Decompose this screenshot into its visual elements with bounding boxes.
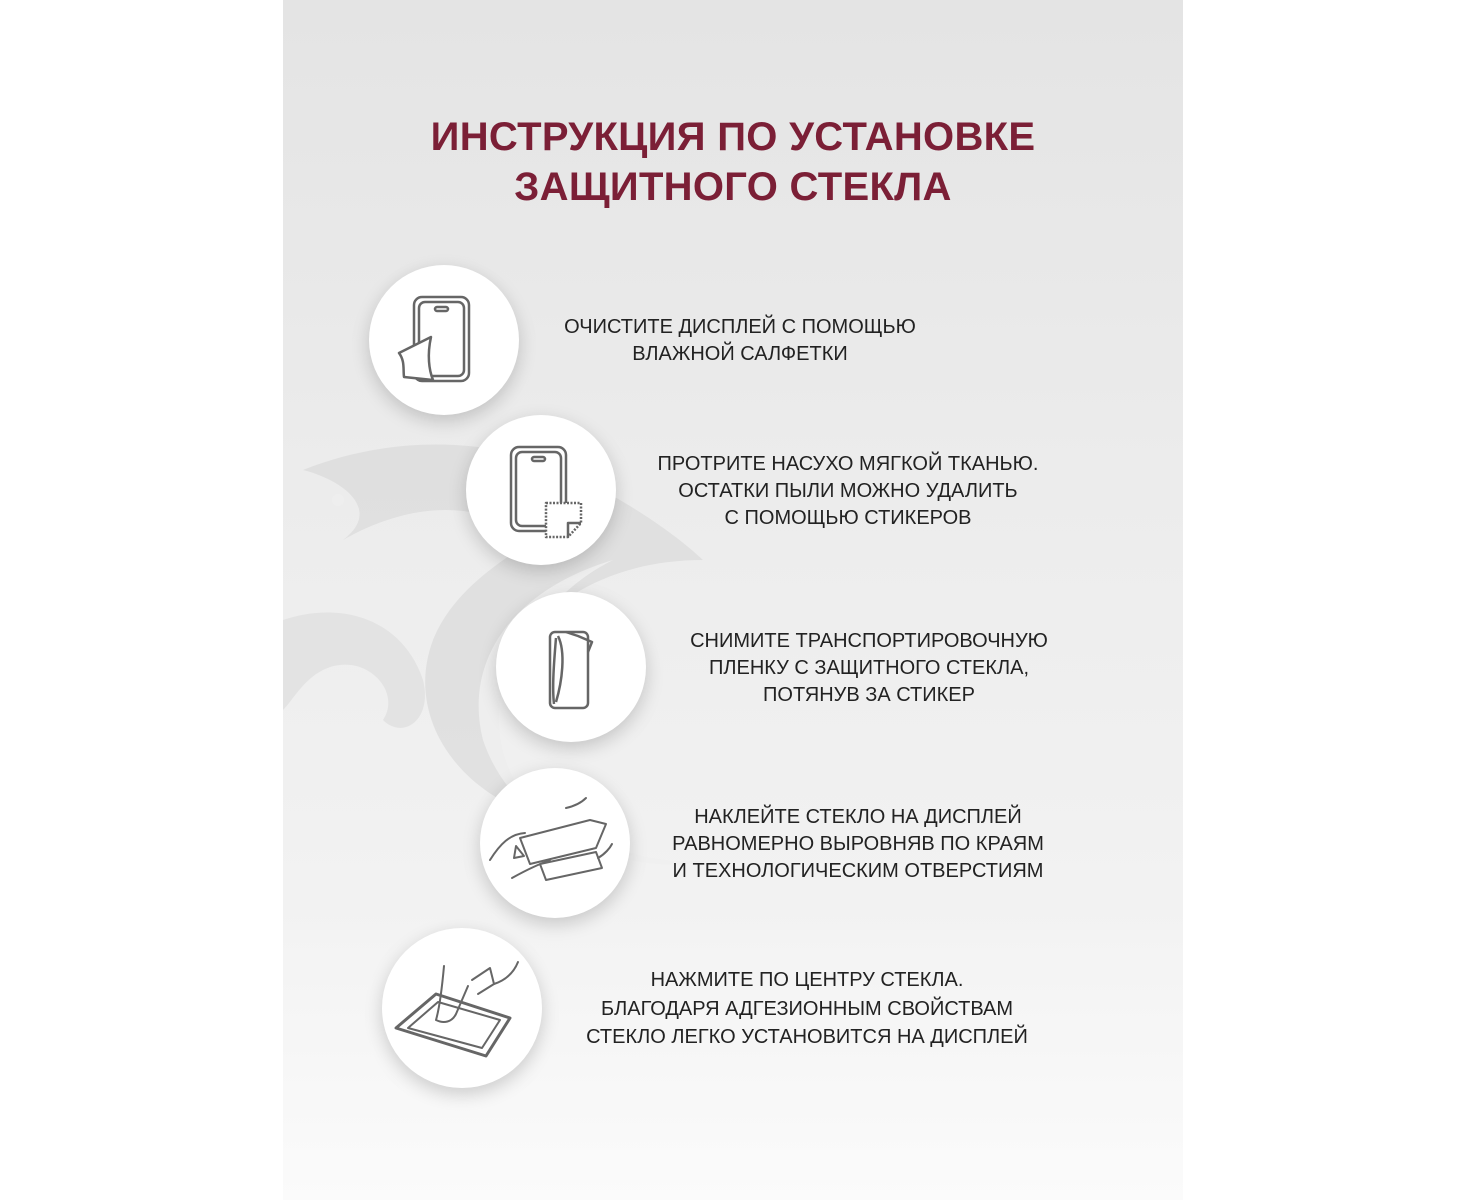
text-line: И ТЕХНОЛОГИЧЕСКИМ ОТВЕРСТИЯМ xyxy=(672,860,1044,882)
hands-apply-glass-icon xyxy=(480,768,630,918)
page-title xyxy=(283,112,1183,212)
text-line: ПРОТРИТЕ НАСУХО МЯГКОЙ ТКАНЬЮ. xyxy=(657,453,1039,475)
step-5-text xyxy=(586,966,1028,1052)
step-5-icon-circle xyxy=(382,928,542,1088)
text-line: РАВНОМЕРНО ВЫРОВНЯВ ПО КРАЯМ xyxy=(672,833,1044,855)
step-4-text xyxy=(672,804,1044,885)
text-line: ОСТАТКИ ПЫЛИ МОЖНО УДАЛИТЬ xyxy=(678,480,1018,502)
text-line: ПЛЕНКУ С ЗАЩИТНОГО СТЕКЛА, xyxy=(708,657,1030,679)
text-line: НАЖМИТЕ ПО ЦЕНТРУ СТЕКЛА. xyxy=(650,969,964,991)
step-3-icon-circle xyxy=(496,592,646,742)
finger-press-icon xyxy=(382,928,542,1088)
instruction-card xyxy=(283,0,1183,1200)
text-line: ОЧИСТИТЕ ДИСПЛЕЙ С ПОМОЩЬЮ xyxy=(564,316,916,338)
text-line: СТЕКЛО ЛЕГКО УСТАНОВИТСЯ НА ДИСПЛЕЙ xyxy=(586,1026,1028,1048)
title-line: ЗАЩИТНОГО СТЕКЛА xyxy=(514,165,952,209)
text-line: С ПОМОЩЬЮ СТИКЕРОВ xyxy=(724,507,972,529)
peel-film-icon xyxy=(496,592,646,742)
step-2-text xyxy=(658,451,1039,532)
step-3-text xyxy=(690,628,1048,709)
phone-wipe-icon xyxy=(369,265,519,415)
text-line: НАКЛЕЙТЕ СТЕКЛО НА ДИСПЛЕЙ xyxy=(694,806,1022,828)
step-1-icon-circle xyxy=(369,265,519,415)
text-line: ВЛАЖНОЙ САЛФЕТКИ xyxy=(632,343,848,365)
step-2-icon-circle xyxy=(466,415,616,565)
step-1-text xyxy=(564,314,916,368)
title-line: ИНСТРУКЦИЯ ПО УСТАНОВКЕ xyxy=(430,115,1036,159)
text-line: ПОТЯНУВ ЗА СТИКЕР xyxy=(763,684,975,706)
phone-cloth-icon xyxy=(466,415,616,565)
step-4-icon-circle xyxy=(480,768,630,918)
text-line: СНИМИТЕ ТРАНСПОРТИРОВОЧНУЮ xyxy=(690,630,1048,652)
text-line: БЛАГОДАРЯ АДГЕЗИОННЫМ СВОЙСТВАМ xyxy=(600,997,1014,1020)
